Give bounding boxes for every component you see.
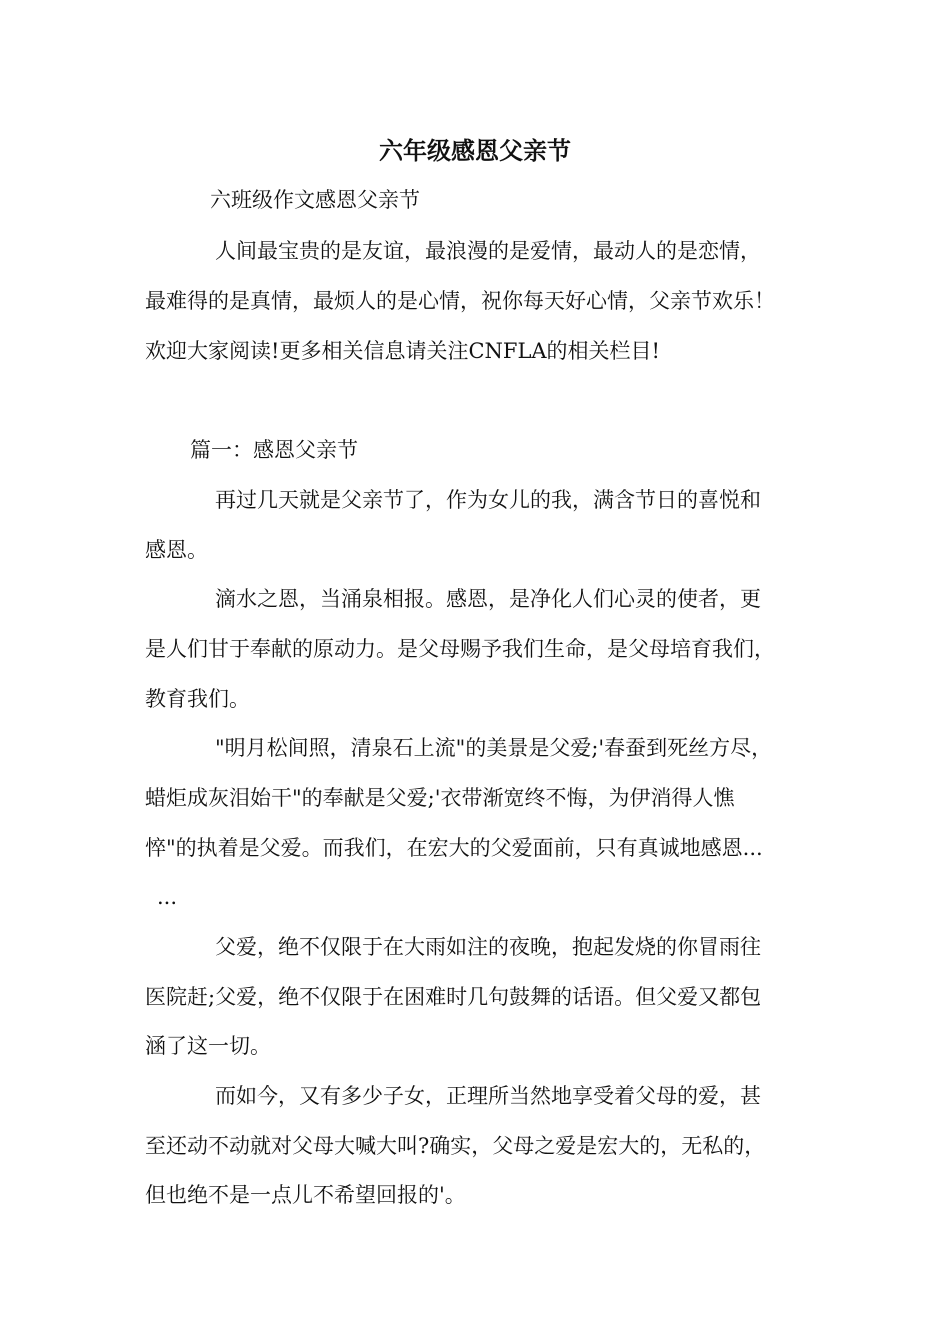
intro-line: 欢迎大家阅读!更多相关信息请关注CNFLA的相关栏目! <box>145 339 661 363</box>
paragraph-line: 父爱，绝不仅限于在大雨如注的夜晚，抱起发烧的你冒雨往 <box>215 935 761 959</box>
document-subtitle: 六班级作文感恩父亲节 <box>210 188 420 212</box>
paragraph-line: 蜡炬成灰泪始干"的奉献是父爱;'衣带渐宽终不悔，为伊消得人憔 <box>145 786 735 810</box>
document-title: 六年级感恩父亲节 <box>379 136 571 165</box>
paragraph-line: 感恩。 <box>145 538 208 562</box>
paragraph-line: 悴"的执着是父爱。而我们，在宏大的父爱面前，只有真诚地感恩... <box>145 836 763 860</box>
paragraph-line: 涵了这一切。 <box>145 1034 271 1058</box>
paragraph-line: "明月松间照，清泉石上流"的美景是父爱;'春蚕到死丝方尽， <box>215 736 773 760</box>
paragraph-line: 是人们甘于奉献的原动力。是父母赐予我们生命，是父母培育我们， <box>145 637 775 661</box>
intro-line: 人间最宝贵的是友谊，最浪漫的是爱情，最动人的是恋情， <box>215 239 761 263</box>
paragraph-line: 教育我们。 <box>145 687 250 711</box>
paragraph-line: 至还动不动就对父母大喊大叫?确实，父母之爱是宏大的，无私的， <box>145 1134 766 1158</box>
section-heading: 篇一：感恩父亲节 <box>190 438 358 462</box>
paragraph-line: 再过几天就是父亲节了，作为女儿的我，满含节日的喜悦和 <box>215 488 761 512</box>
paragraph-line: 但也绝不是一点儿不希望回报的'。 <box>145 1183 466 1207</box>
paragraph-line: 医院赶;父爱，绝不仅限于在困难时几句鼓舞的话语。但父爱又都包 <box>145 985 762 1009</box>
paragraph-line: 而如今，又有多少子女，正理所当然地享受着父母的爱，甚 <box>215 1084 761 1108</box>
paragraph-line: ... <box>157 885 178 909</box>
paragraph-line: 滴水之恩，当涌泉相报。感恩，是净化人们心灵的使者，更 <box>215 587 761 611</box>
intro-line: 最难得的是真情，最烦人的是心情，祝你每天好心情，父亲节欢乐！ <box>145 289 775 313</box>
